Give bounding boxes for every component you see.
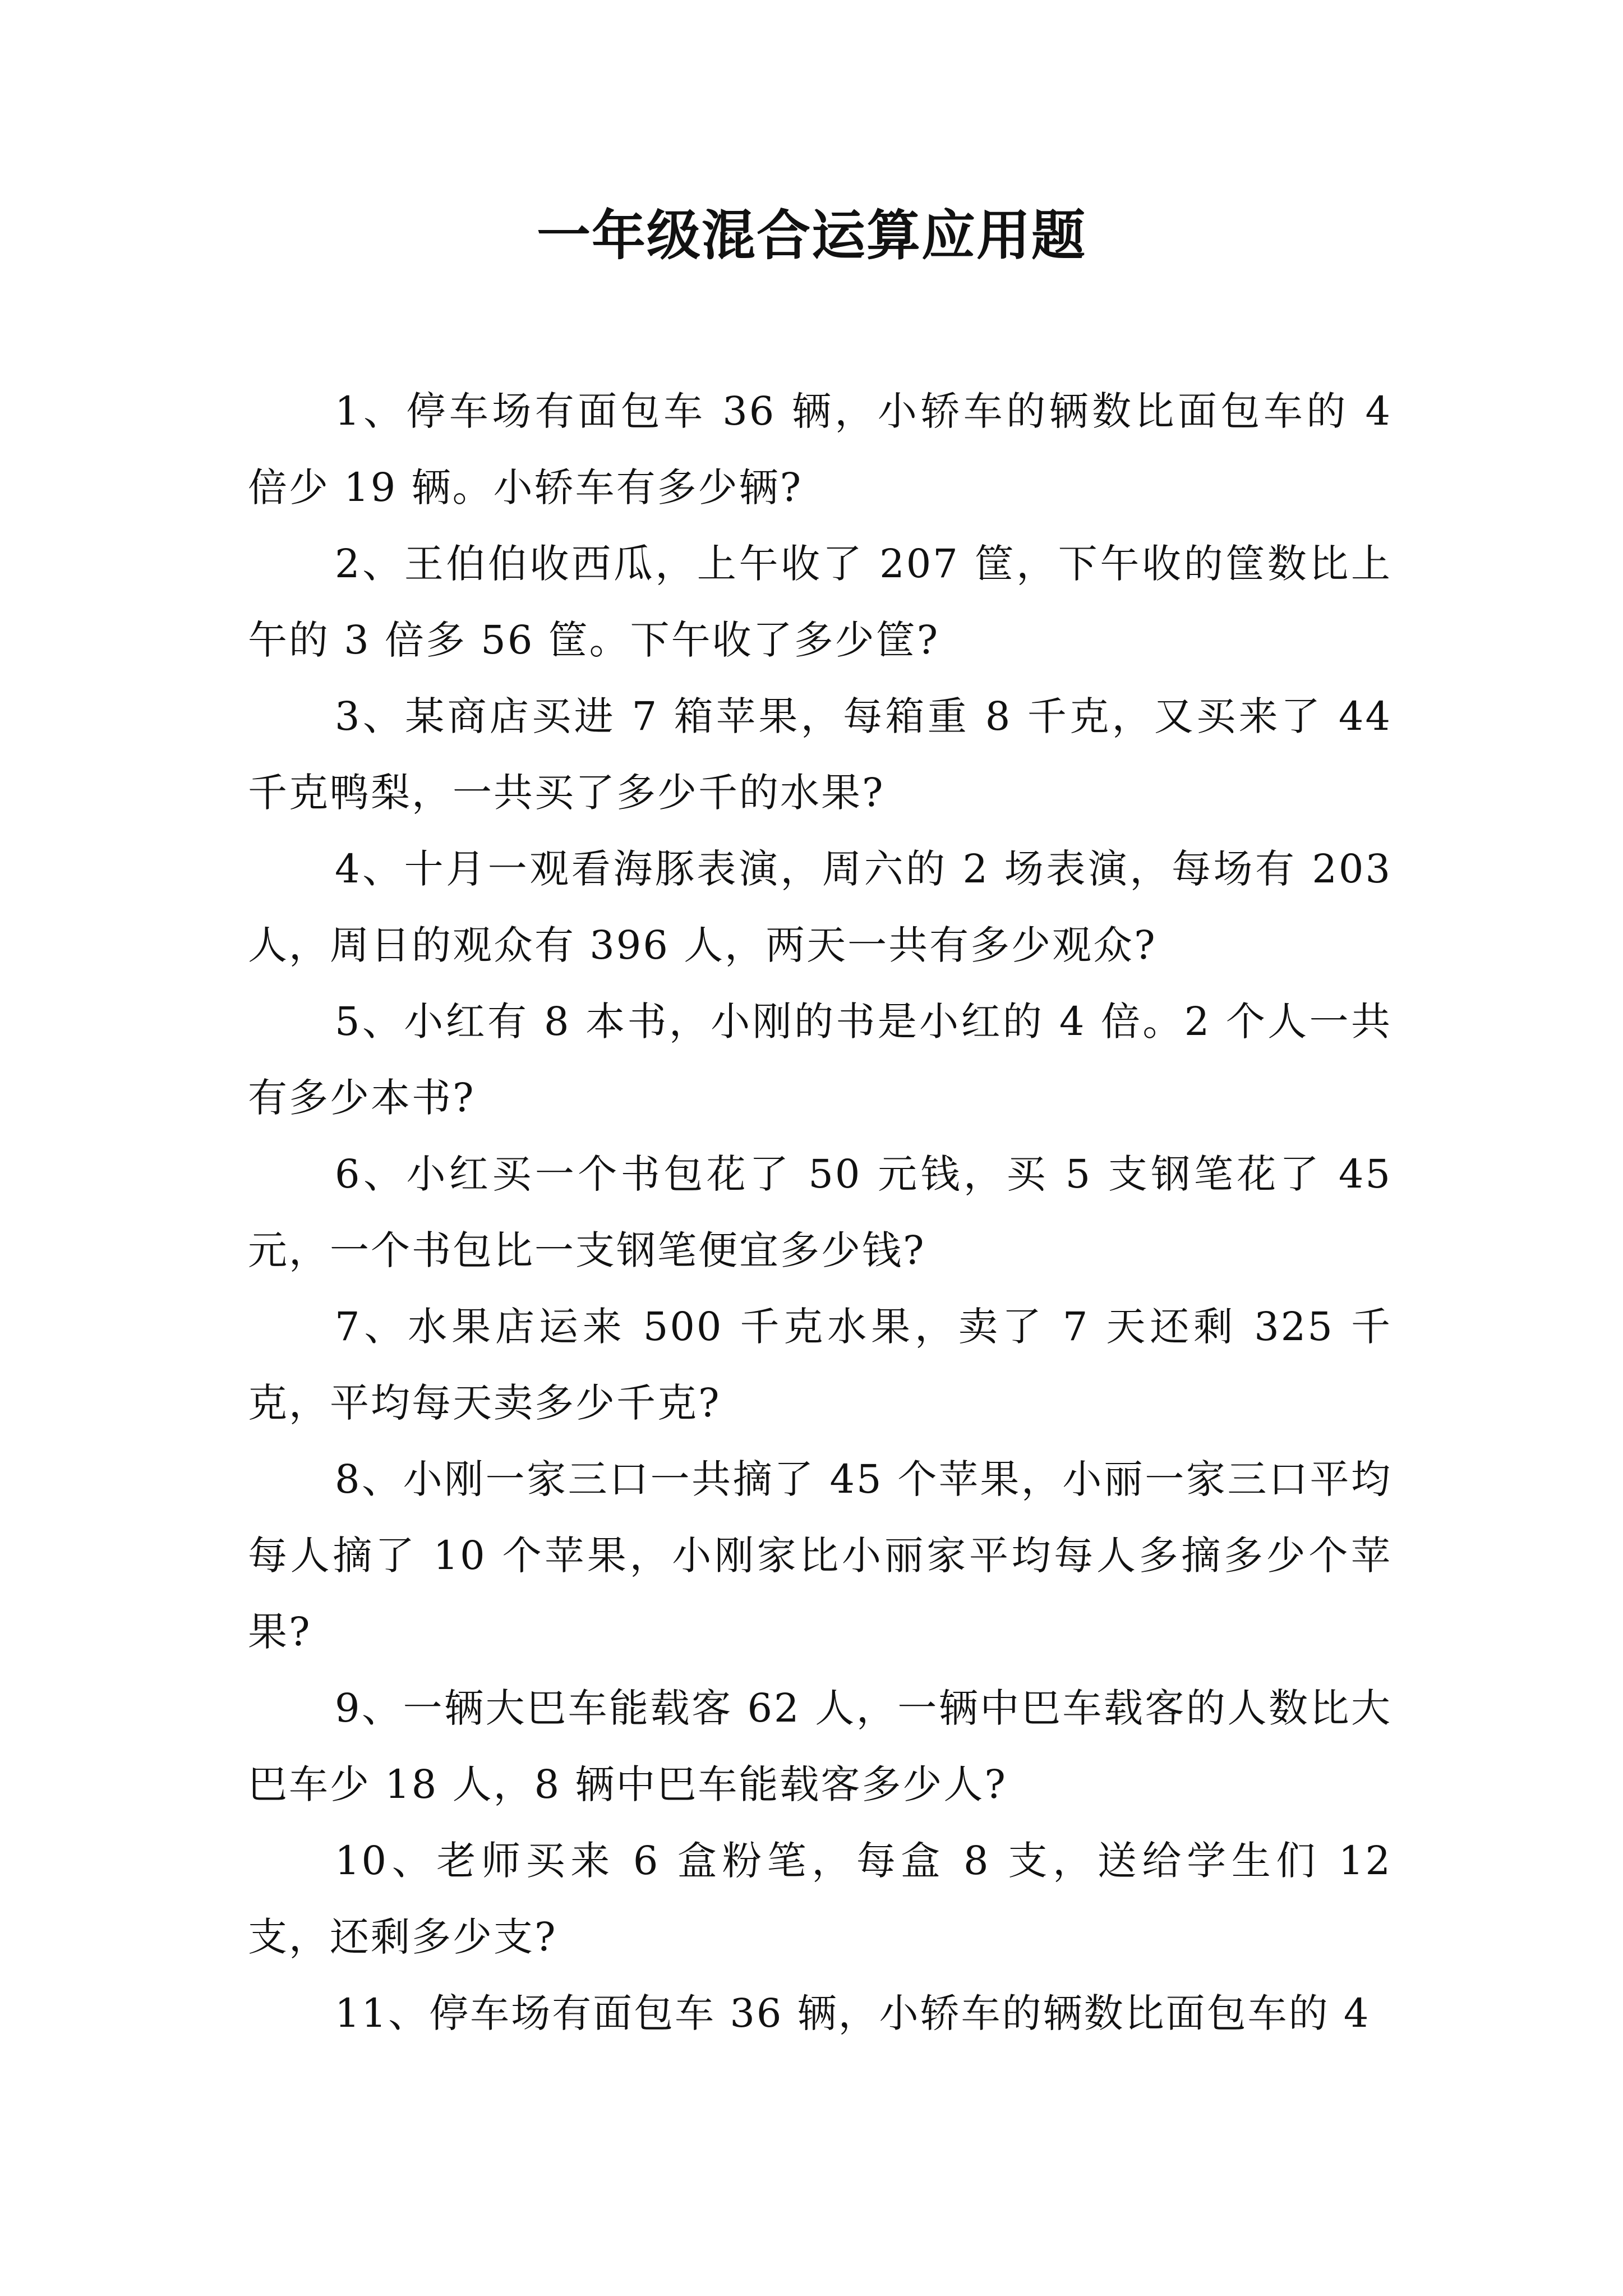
question-item: 1、停车场有面包车 36 辆，小轿车的辆数比面包车的 4 倍少 19 辆。小轿车有多少辆? (248, 388, 1392, 510)
question-item: 2、王伯伯收西瓜，上午收了 207 筐，下午收的筐数比上午的 3 倍多 56 筐。下午收了多少筐? (248, 541, 1392, 663)
question-item: 3、某商店买进 7 箱苹果，每箱重 8 千克，又买来了 44 千克鸭梨，一共买了多少千的水果? (248, 693, 1392, 816)
question-item: 4、十月一观看海豚表演，周六的 2 场表演，每场有 203 人，周日的观众有 396 人，两天一共有多少观众? (248, 846, 1392, 968)
document-title: 一年级混合运算应用题 (537, 204, 1086, 267)
question-item: 9、一辆大巴车能载客 62 人，一辆中巴车载客的人数比大巴车少 18 人，8 辆中巴车能载客多少人? (248, 1685, 1392, 1807)
question-item: 10、老师买来 6 盒粉笔，每盒 8 支，送给学生们 12 支，还剩多少支? (248, 1838, 1392, 1960)
question-item: 8、小刚一家三口一共摘了 45 个苹果，小丽一家三口平均每人摘了 10 个苹果，小刚家比小丽家平均每人多摘多少个苹果? (248, 1456, 1392, 1655)
question-item: 6、小红买一个书包花了 50 元钱，买 5 支钢笔花了 45 元，一个书包比一支钢笔便宜多少钱? (248, 1151, 1392, 1273)
question-item: 11、停车场有面包车 36 辆，小轿车的辆数比面包车的 4 (335, 1990, 1371, 2036)
question-list (248, 373, 1392, 2051)
question-item: 7、水果店运来 500 千克水果，卖了 7 天还剩 325 千克，平均每天卖多少千克? (248, 1304, 1392, 1426)
question-item: 5、小红有 8 本书，小刚的书是小红的 4 倍。2 个人一共有多少本书? (248, 999, 1392, 1121)
